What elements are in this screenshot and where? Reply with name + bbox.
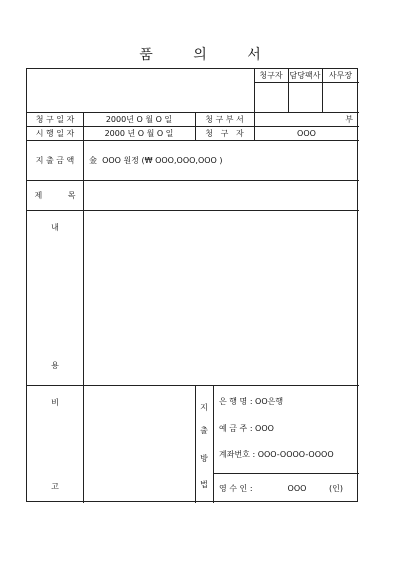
content-label-top: 내	[51, 222, 59, 232]
amount-label: 지 출 금 액	[35, 155, 75, 165]
approval-header-manager: 담당팩사	[289, 71, 321, 80]
approval-header-divider	[254, 82, 359, 83]
receipt-label: 영 수 인 :	[219, 483, 253, 493]
requester-label: 청 구 자	[205, 128, 244, 138]
receipt-seal: (인)	[329, 483, 343, 493]
amount-value: 金 OOO 원정 (₩ OOO,OOO,OOO )	[89, 155, 223, 165]
exec-date-label: 시 행 일 자	[35, 128, 75, 138]
subject-label: 제 목	[34, 190, 76, 200]
method-label-char: 출	[200, 425, 208, 435]
request-dept-label: 청 구 부 서	[205, 114, 244, 124]
bank-name-line: 은 행 명 : OO은행	[219, 396, 284, 406]
column-divider	[213, 385, 214, 503]
content-label-bottom: 용	[51, 360, 59, 370]
method-divider	[213, 473, 359, 474]
method-label-char: 방	[200, 453, 208, 463]
remarks-label-top: 비	[51, 397, 59, 407]
method-label-char: 지	[200, 402, 208, 412]
request-date-label: 청 구 일 자	[35, 114, 75, 124]
remarks-field[interactable]	[83, 385, 195, 503]
remarks-label-bottom: 고	[51, 481, 59, 491]
content-field[interactable]	[83, 210, 359, 385]
approval-form	[26, 68, 358, 502]
request-date-value: 2000년 O 월 O 일	[105, 114, 173, 124]
receipt-name: OOO	[287, 483, 307, 493]
page-title: 품 의 서	[139, 47, 279, 63]
approval-header-requester: 청구자	[259, 71, 283, 80]
exec-date-value: 2000 년 O 월 O 일	[104, 128, 174, 138]
account-number-line: 계좌번호 : OOO-OOOO-OOOO	[219, 449, 334, 459]
request-dept-value: 부	[345, 114, 353, 124]
method-label-char: 법	[200, 479, 208, 489]
account-holder-line: 예 금 주 : OOO	[219, 423, 274, 433]
approval-header-office-chief: 사무장	[328, 71, 353, 80]
requester-value: OOO	[297, 128, 316, 138]
subject-field[interactable]	[83, 180, 359, 210]
